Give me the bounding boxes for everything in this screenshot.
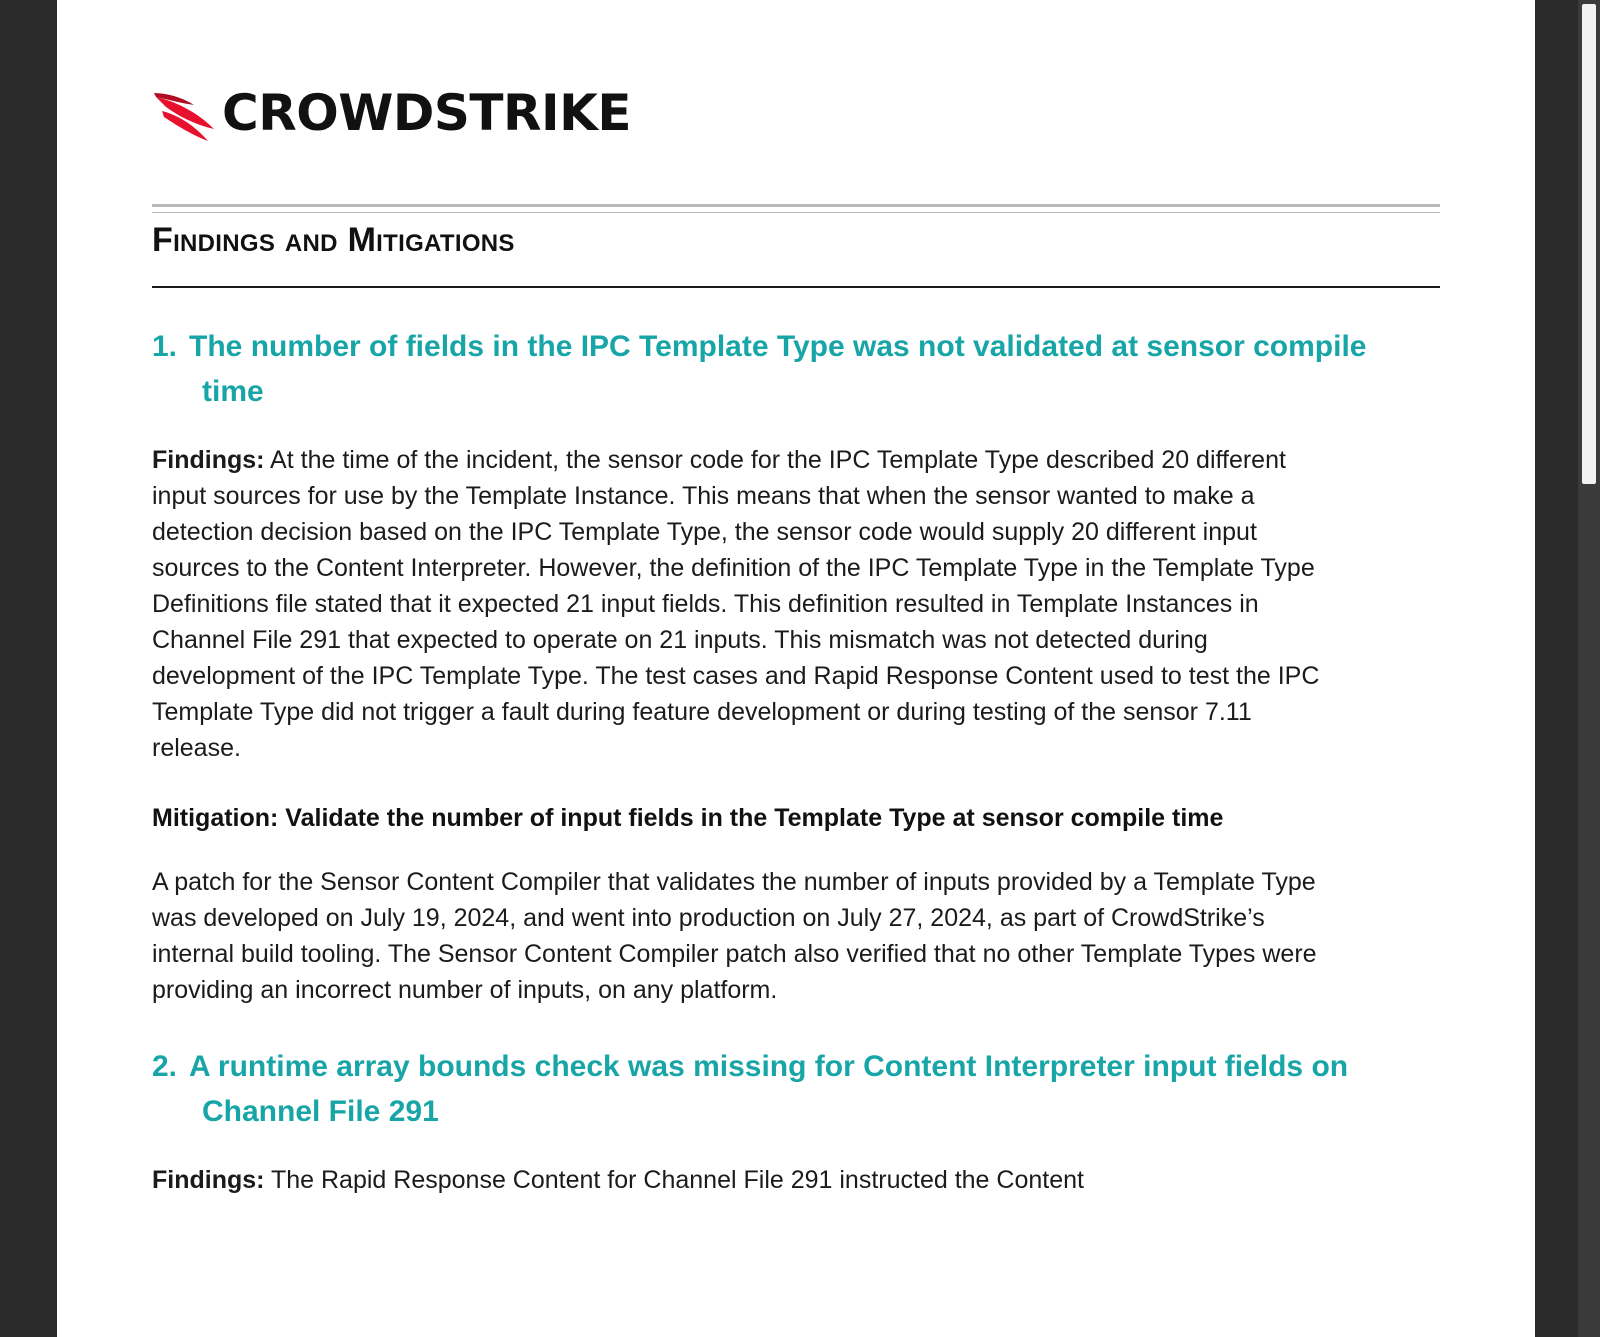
document-page xyxy=(57,0,1535,1337)
crowdstrike-falcon-swoosh-icon xyxy=(152,75,228,151)
vertical-scrollbar[interactable] xyxy=(1578,0,1600,1337)
finding-2-findings-label: Findings: xyxy=(152,1166,265,1194)
finding-1-mitigation-body: A patch for the Sensor Content Compiler that validates the number of inputs provided by a Template Type was developed on July 19, 2024, and went into production on July 27, 2024, as part of CrowdStrike’s internal build tooling. The Sensor Content Compiler patch also verified that no other Template Types were providing an incorrect number of inputs, on any platform. xyxy=(152,868,1317,1004)
scrollbar-thumb[interactable] xyxy=(1582,4,1596,484)
finding-1-title: The number of fields in the IPC Template Type was not validated at sensor compile time xyxy=(189,330,1367,408)
finding-1-heading xyxy=(152,324,1382,414)
finding-2-findings-paragraph xyxy=(152,1162,1347,1198)
finding-2-title: A runtime array bounds check was missing for Content Interpreter input fields on Channel File 291 xyxy=(189,1050,1349,1128)
finding-2-heading xyxy=(152,1044,1382,1134)
finding-2-number: 2. xyxy=(152,1050,178,1083)
finding-1-mitigation-label: Mitigation: xyxy=(152,804,279,832)
finding-1-findings-paragraph xyxy=(152,442,1347,766)
finding-1-findings-label: Findings: xyxy=(152,446,265,474)
finding-1-mitigation-text: Validate the number of input fields in the Template Type at sensor compile time xyxy=(278,804,1224,832)
crowdstrike-wordmark: CROWDSTRIKE xyxy=(222,84,631,142)
section-divider xyxy=(152,286,1440,288)
finding-1-number: 1. xyxy=(152,330,178,363)
finding-2-findings-text: The Rapid Response Content for Channel File 291 instructed the Content xyxy=(264,1166,1084,1194)
page-title: Findings and Mitigations xyxy=(152,221,515,259)
crowdstrike-logo xyxy=(152,70,1440,156)
finding-1-findings-text: At the time of the incident, the sensor code for the IPC Template Type described 20 different input sources for use by the Template Instance. This means that when the sensor wanted to make a detection decision based on the IPC Template Type, the sensor code would supply 20 different input sources to the Content Interpreter. However, the definition of the IPC Template Type in the Template Type Definitions file stated that it expected 21 input fields. This definition resulted in Template Instances in Channel File 291 that expected to operate on 21 inputs. This mismatch was not detected during development of the IPC Template Type. The test cases and Rapid Response Content used to test the IPC Template Type did not trigger a fault during feature development or during testing of the sensor 7.11 release. xyxy=(152,446,1320,762)
header-divider xyxy=(152,204,1440,213)
finding-1-mitigation-heading xyxy=(152,800,1440,836)
